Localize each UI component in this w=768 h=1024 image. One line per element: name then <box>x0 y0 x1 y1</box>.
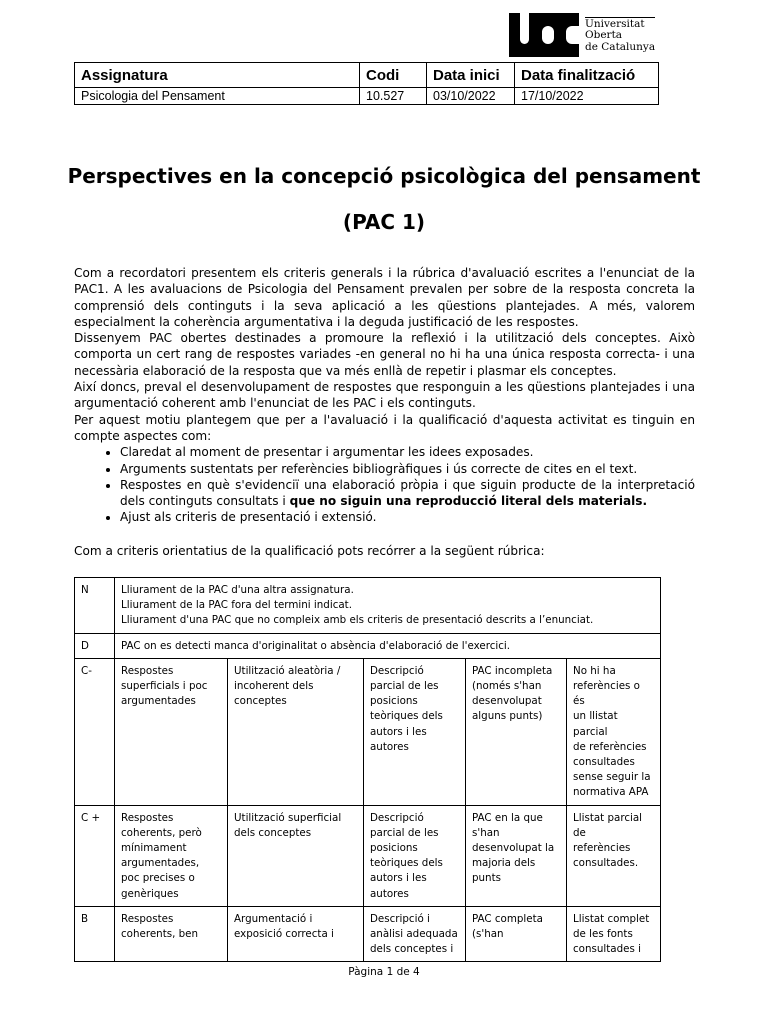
list-item: • Ajust als criteris de presentació i extensió. <box>120 509 695 525</box>
table-row <box>75 906 661 962</box>
course-info-table <box>74 62 659 105</box>
value-assignatura: Psicologia del Pensament <box>75 88 360 105</box>
table-row <box>75 805 661 906</box>
uoc-logo-mark <box>509 13 579 57</box>
header-data-finalitzacio: Data finalització <box>515 63 659 88</box>
rubric-cell: Descripció parcial de les posicions teòriques dels autors i les autores <box>364 658 466 805</box>
grade-cell: C- <box>75 658 115 805</box>
body-text <box>74 265 695 526</box>
rubric-intro: Com a criteris orientatius de la qualificació pots recórrer a la següent rúbrica: <box>74 544 545 558</box>
grade-cell: C + <box>75 805 115 906</box>
criteria-list <box>74 444 695 525</box>
paragraph: Així doncs, preval el desenvolupament de respostes que responguin a les qüestions plantejades i una argumentació coherent amb l'enunciat de les PAC i els continguts. <box>74 380 695 411</box>
list-item: • Respostes en què s'evidenciï una elaboració pròpia i que siguin producte de la interpretació dels continguts consultats i que no siguin una reproducció literal dels materials. <box>120 477 695 510</box>
table-row <box>75 633 661 658</box>
rubric-cell: Respostes coherents, ben <box>115 906 228 962</box>
rubric-table <box>74 577 661 962</box>
rubric-cell: PAC completa (s'han <box>466 906 567 962</box>
value-data-finalitzacio: 17/10/2022 <box>515 88 659 105</box>
value-data-inici: 03/10/2022 <box>427 88 515 105</box>
uoc-logo-text: Universitat Oberta de Catalunya <box>585 17 656 53</box>
rubric-cell: Respostes coherents, però mínimament argumentades, poc precises o genèriques <box>115 805 228 906</box>
rubric-cell: Utilització aleatòria / incoherent dels conceptes <box>228 658 364 805</box>
rubric-cell: Lliurament de la PAC d'una altra assignatura. Lliurament de la PAC fora del termini indicat. Lliurament d'una PAC que no compleix amb els criteris de presentació descrits a l’enunciat. <box>115 578 661 634</box>
rubric-cell: PAC en la que s'han desenvolupat la majoria dels punts <box>466 805 567 906</box>
rubric-cell: PAC incompleta (només s'han desenvolupat alguns punts) <box>466 658 567 805</box>
value-codi: 10.527 <box>360 88 427 105</box>
rubric-cell: Descripció i anàlisi adequada dels conceptes i <box>364 906 466 962</box>
table-row <box>75 658 661 805</box>
rubric-cell: Respostes superficials i poc argumentades <box>115 658 228 805</box>
list-item: • Claredat al moment de presentar i argumentar les idees exposades. <box>120 444 695 460</box>
list-item: • Arguments sustentats per referències bibliogràfiques i ús correcte de cites en el text. <box>120 461 695 477</box>
page-footer: Pàgina 1 de 4 <box>348 966 420 978</box>
table-row <box>75 578 661 634</box>
uoc-logo <box>509 12 659 58</box>
header-codi: Codi <box>360 63 427 88</box>
rubric-cell: Argumentació i exposició correcta i <box>228 906 364 962</box>
paragraph: Dissenyem PAC obertes destinades a promoure la reflexió i la utilització dels conceptes. Això comporta un cert rang de respostes variades -en general no hi ha una única resposta correcta- i una necessària elaboració de la resposta que va més enllà de repetir i plasmar els conceptes. <box>74 331 695 378</box>
rubric-cell: PAC on es detecti manca d'originalitat o absència d'elaboració de l'exercici. <box>115 633 661 658</box>
rubric-cell: Descripció parcial de les posicions teòriques dels autors i les autores <box>364 805 466 906</box>
rubric-cell: Llistat complet de les fonts consultades i <box>567 906 661 962</box>
grade-cell: D <box>75 633 115 658</box>
grade-cell: B <box>75 906 115 962</box>
document-subtitle: (PAC 1) <box>342 210 426 234</box>
rubric-cell: Utilització superficial dels conceptes <box>228 805 364 906</box>
header-assignatura: Assignatura <box>75 63 360 88</box>
rubric-cell: No hi ha referències o és un llistat parcial de referències consultades sense seguir la normativa APA <box>567 658 661 805</box>
grade-cell: N <box>75 578 115 634</box>
rubric-cell: Llistat parcial de referències consultades. <box>567 805 661 906</box>
paragraph: Com a recordatori presentem els criteris generals i la rúbrica d'avaluació escrites a l'enunciat de la PAC1. A les avaluacions de Psicologia del Pensament prevalen per sobre de la resposta concreta la comprensió dels continguts i la seva aplicació a les qüestions plantejades. A més, valorem especialment la coherència argumentativa i la deguda justificació de les respostes. <box>74 266 695 329</box>
header-data-inici: Data inici <box>427 63 515 88</box>
document-title: Perspectives en la concepció psicològica del pensament <box>67 164 701 188</box>
paragraph: Per aquest motiu plantegem que per a l'avaluació i la qualificació d'aquesta activitat es tinguin en compte aspectes com: <box>74 412 695 443</box>
